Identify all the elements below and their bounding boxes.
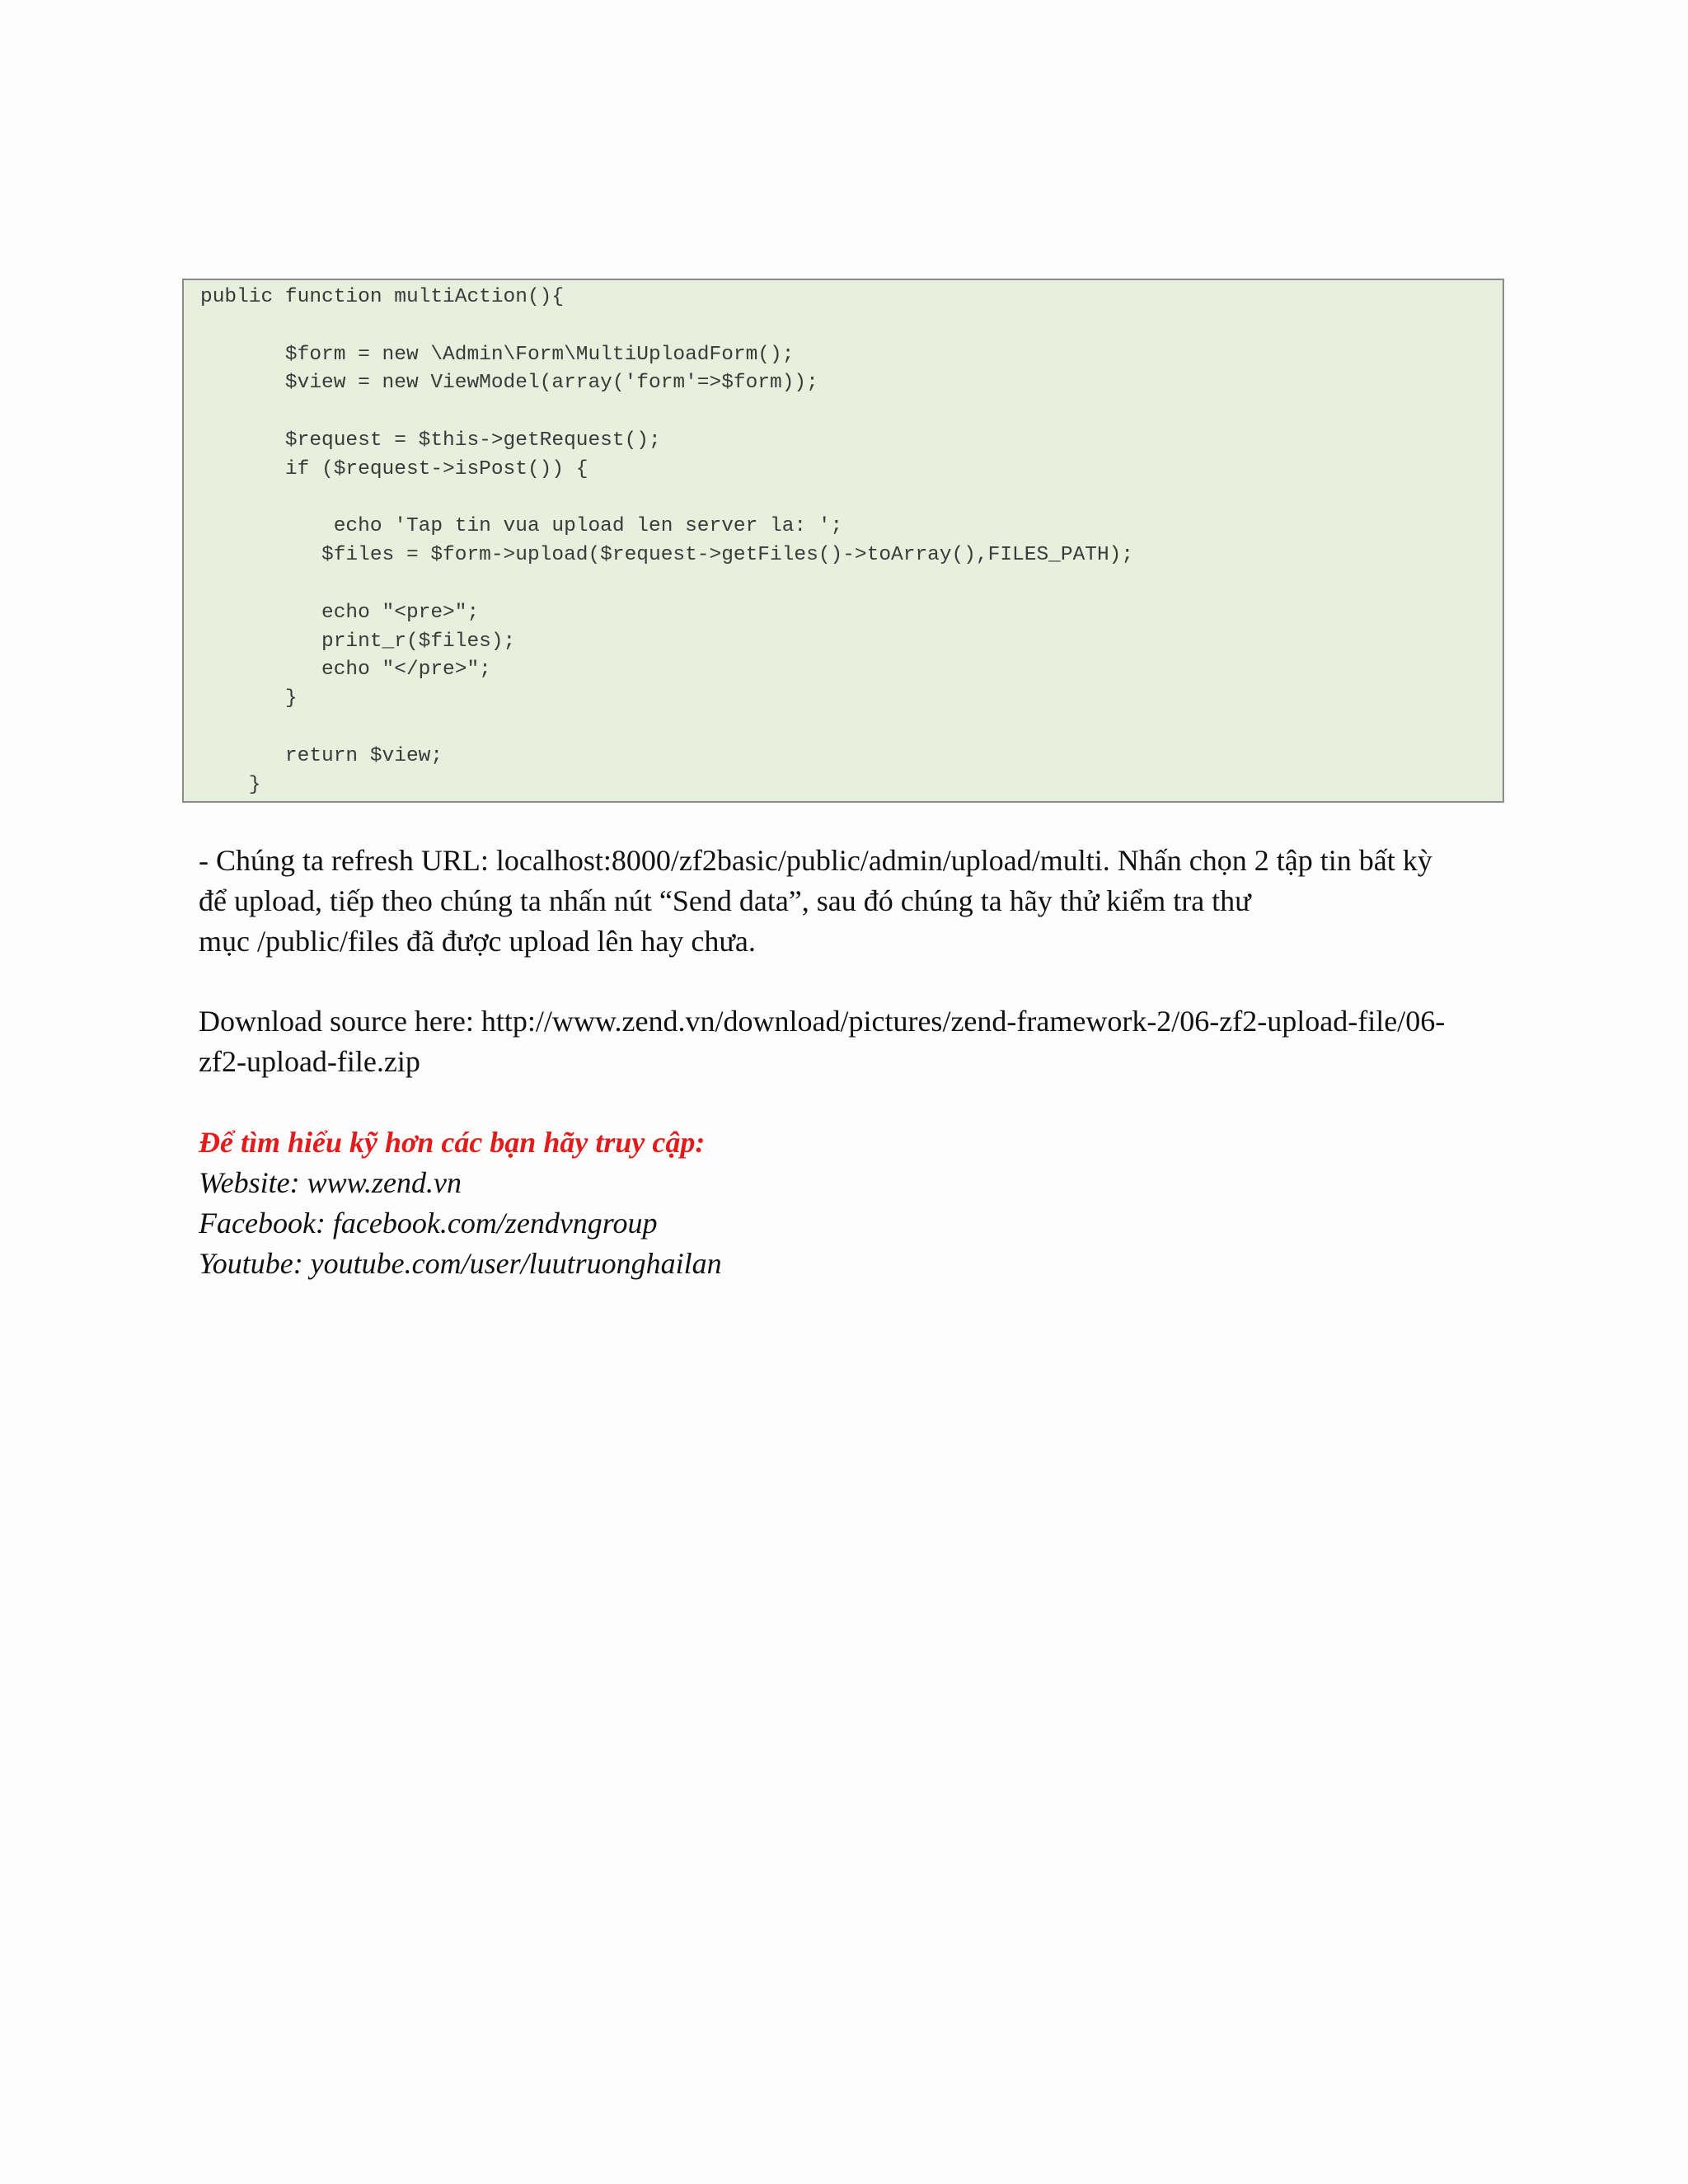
code-line (200, 398, 1503, 427)
code-line: echo "<pre>"; (200, 601, 480, 624)
code-line (200, 485, 1503, 513)
code-line: echo "</pre>"; (200, 658, 491, 682)
code-line (200, 312, 1503, 341)
code-line (200, 570, 1503, 599)
contact-heading: Để tìm hiểu kỹ hơn các bạn hãy truy cập: (199, 1126, 706, 1159)
code-line: print_r($files); (200, 630, 516, 653)
code-line: $files = $form->upload($request->getFiles()->toArray(),FILES_PATH); (200, 544, 1134, 567)
instruction-paragraph (199, 841, 1501, 962)
contact-section (199, 1122, 1501, 1284)
instruction-line: mục /public/files đã được upload lên hay chưa. (199, 925, 756, 958)
code-line: } (200, 687, 298, 710)
code-line: if ($request->isPost()) { (200, 457, 588, 480)
code-block (182, 279, 1504, 803)
code-line: echo 'Tap tin vua upload len server la: '; (200, 515, 843, 538)
facebook-link[interactable]: Facebook: facebook.com/zendvngroup (199, 1207, 658, 1240)
code-line (200, 714, 1503, 743)
code-line: return $view; (200, 744, 443, 767)
download-paragraph (199, 1001, 1501, 1082)
youtube-link[interactable]: Youtube: youtube.com/user/luutruonghailan (199, 1247, 722, 1280)
download-link-line[interactable]: zf2-upload-file.zip (199, 1045, 420, 1078)
code-line: $view = new ViewModel(array('form'=>$form)); (200, 372, 818, 395)
download-link-line[interactable]: Download source here: http://www.zend.vn/download/pictures/zend-framework-2/06-zf2-upload-file/06- (199, 1005, 1446, 1038)
instruction-line: - Chúng ta refresh URL: localhost:8000/zf2basic/public/admin/upload/multi. Nhấn chọn 2 tập tin bất kỳ (199, 844, 1432, 877)
code-line: } (200, 773, 261, 796)
instruction-line: để upload, tiếp theo chúng ta nhấn nút “Send data”, sau đó chúng ta hãy thử kiểm tra thư (199, 884, 1251, 917)
website-link[interactable]: Website: www.zend.vn (199, 1166, 462, 1199)
code-line: $request = $this->getRequest(); (200, 429, 661, 452)
code-line: public function multiAction(){ (200, 286, 565, 308)
code-line: $form = new \Admin\Form\MultiUploadForm(); (200, 343, 795, 366)
